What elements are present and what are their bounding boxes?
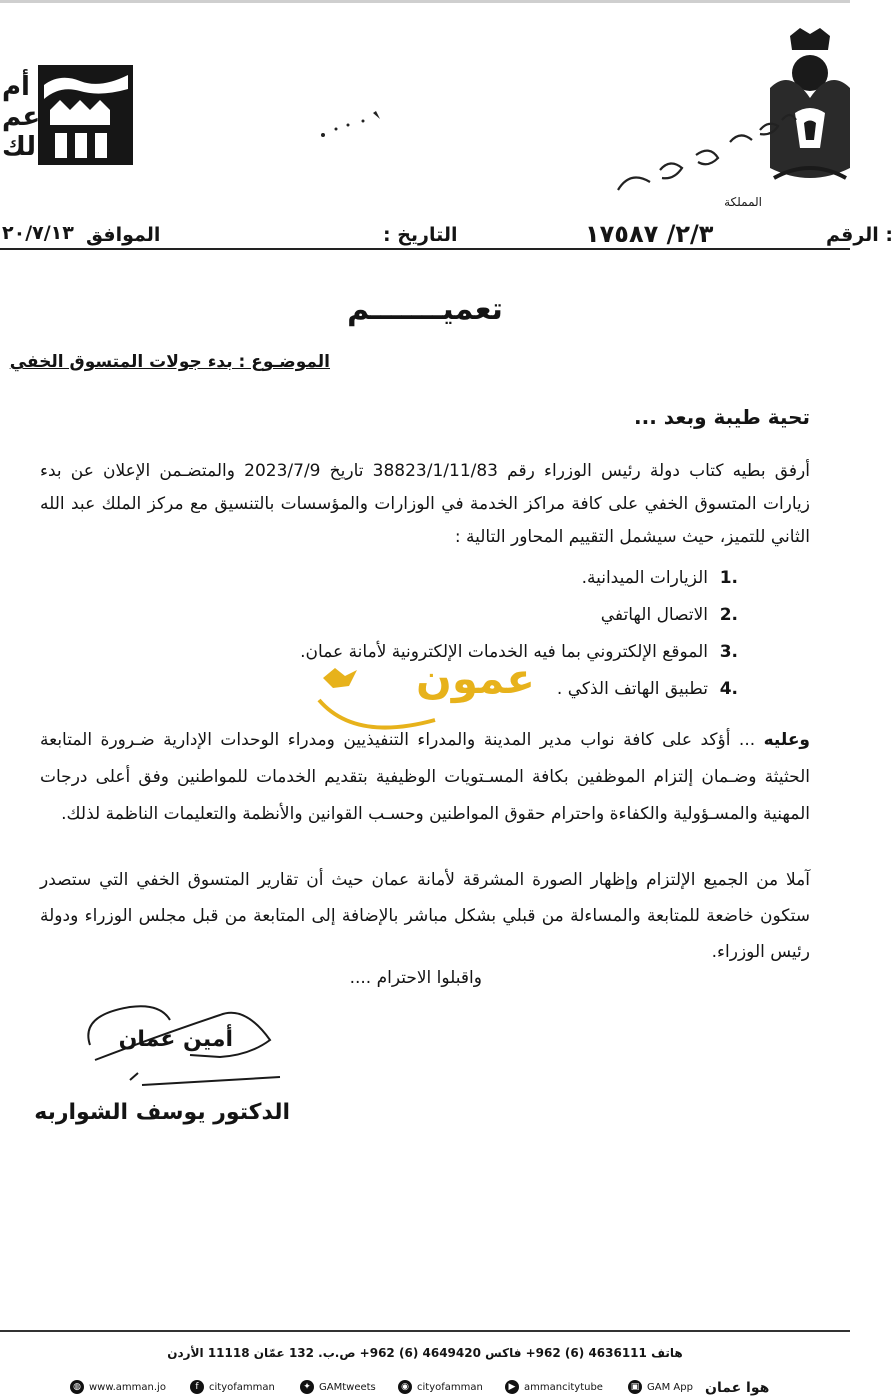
amman-logo	[0, 55, 140, 175]
social-link[interactable]: ◉ cityofamman	[398, 1380, 483, 1394]
signer-name: الدكتور يوسف الشواربه	[34, 1100, 290, 1125]
paragraph-2-lead: وعليه	[763, 730, 810, 750]
social-link[interactable]: ◍ www.amman.jo	[70, 1380, 166, 1394]
hijri-label: الموافق	[86, 224, 161, 246]
footer-rule	[0, 1330, 850, 1332]
paragraph-1: أرفق بطيه كتاب دولة رئيس الوزراء رقم 38823/1/11/83 تاريخ 2023/7/9 والمتضـمن الإعلان عن بدء زيارات المتسوق الخفي على كافة مراكز الخدمة في الوزارات والمؤسسات بالتنسيق مع مركز الملك عبد الله الثاني للتميز، حيث سيشمل التقييم المحاور التالية :	[40, 461, 810, 547]
reference-line	[0, 212, 893, 252]
list-item: .3الموقع الإلكتروني بما فيه الخدمات الإلكترونية لأمانة عمان.	[300, 642, 738, 662]
svg-text:الك: الك	[2, 132, 45, 162]
reference-rule	[0, 248, 850, 250]
ink-specks	[318, 105, 388, 145]
hijri-value: ٢٠/٧/١٣	[2, 222, 74, 244]
footer-social-bar	[0, 1378, 850, 1397]
twitter-icon: ✦	[300, 1380, 314, 1394]
top-edge	[0, 0, 850, 3]
svg-text:عم: عم	[2, 102, 41, 132]
globe-icon: ◍	[70, 1380, 84, 1394]
app-icon: ▣	[628, 1380, 642, 1394]
subject-line: الموضـوع : بدء جولات المتسوق الخفي	[9, 352, 330, 372]
svg-text:أم: أم	[2, 72, 30, 102]
youtube-icon: ▶	[505, 1380, 519, 1394]
paragraph-2-body: ... أؤكد على كافة نواب مدير المدينة والمدراء التنفيذيين ومدراء الوحدات الإدارية ضـرورة المتابعة الحثيثة وضـمان إلتزام الموظفين بكافة المسـتويات الوظيفية بتقديم الخدمات للمواطنين وفق أعلى درجات المهنية والمسـؤولية والكفاءة واحترام حقوق المواطنين وحسـب القوانين والأنظمة والتعليمات الناظمة لذلك.	[40, 730, 810, 824]
greeting: تحية طيبة وبعد ...	[634, 405, 810, 429]
footer-contact: هاتف 4636111 (6) 962+ فاكس 4649420 (6) 962+ ص.ب. 132 عمّان 11118 الأردن	[167, 1346, 683, 1360]
list-item: .2الاتصال الهاتفي	[600, 605, 738, 625]
watermark-text: عمون	[415, 654, 535, 703]
svg-text:المملكة: المملكة	[724, 195, 762, 209]
social-link[interactable]: ▶ ammancitytube	[505, 1380, 603, 1394]
social-link[interactable]: ✦ GAMtweets	[300, 1380, 376, 1394]
circular-title: تعميـــــــم	[347, 292, 503, 327]
paragraph-3: آملا من الجميع الإلتزام وإظهار الصورة المشرقة لأمانة عمان حيث أن تقارير المتسوق الخفي التي ستصدر ستكون خاضعة للمتابعة والمساءلة من قبلي بشكل مباشر بالإضافة إلى المتابعة من قبل مجلس الوزراء ودولة رئيس الوزراء.	[40, 870, 810, 962]
number-label: الرقم :	[826, 224, 893, 246]
facebook-icon: f	[190, 1380, 204, 1394]
list-item: .1الزيارات الميدانية.	[581, 568, 738, 588]
closing-line: واقبلوا الاحترام ....	[349, 968, 482, 988]
instagram-icon: ◉	[398, 1380, 412, 1394]
social-link[interactable]: ▣ GAM App	[628, 1380, 693, 1394]
footer-brand: هوا عمان	[705, 1380, 770, 1396]
signer-title: أمين عمان	[118, 1027, 233, 1052]
number-value: ٢/٣/ ١٧٥٨٧	[585, 220, 714, 248]
date-label: التاريخ :	[383, 224, 458, 246]
paragraph-2	[40, 722, 810, 833]
handwritten-incoming-number	[600, 100, 800, 200]
social-link[interactable]: f cityofamman	[190, 1380, 275, 1394]
list-item: .4تطبيق الهاتف الذكي .	[556, 679, 738, 699]
